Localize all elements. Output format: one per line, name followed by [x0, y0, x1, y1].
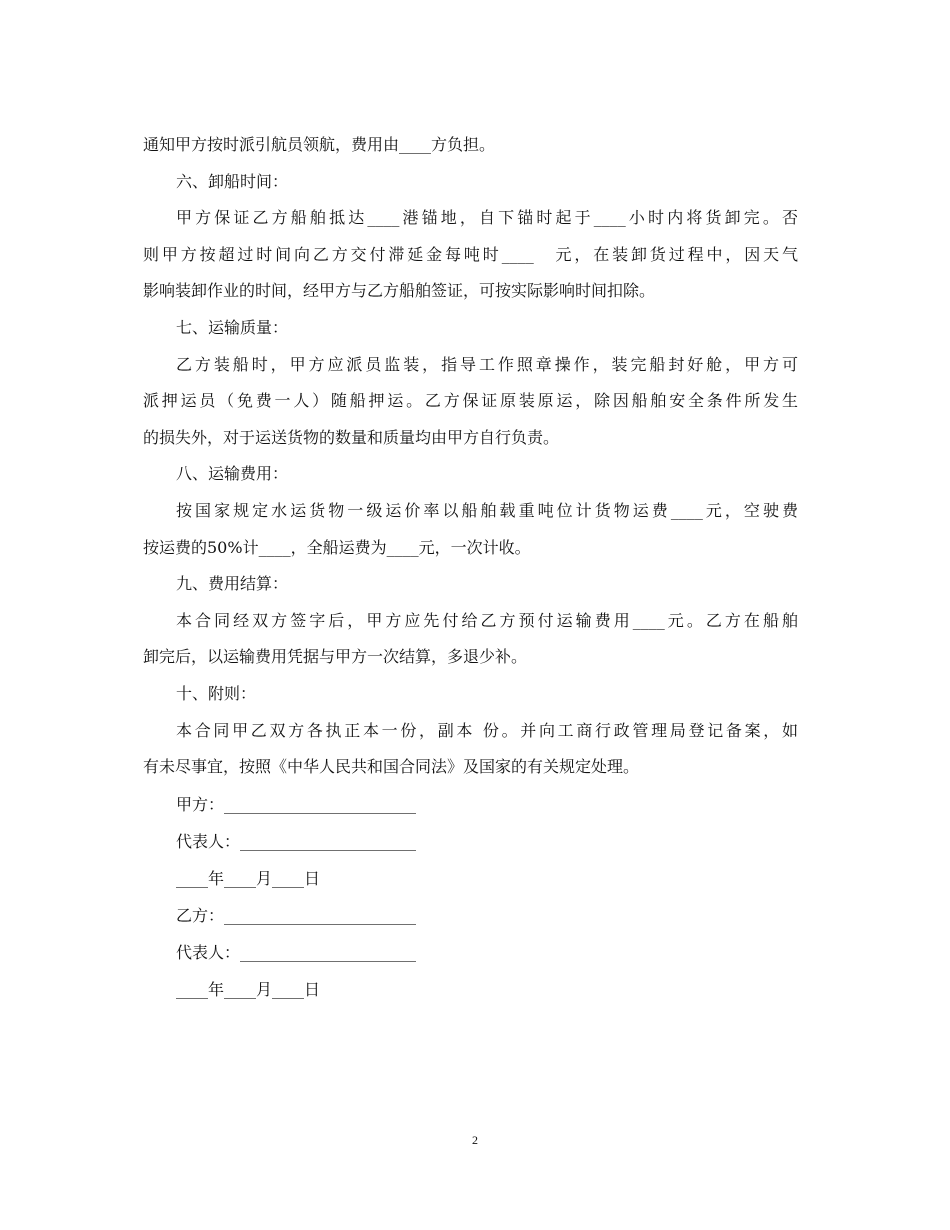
party-a-signature-line: 甲方：________________________ [176, 794, 417, 814]
text-line: 则甲方按超过时间向乙方交付滞延金每吨时____ 元，在装卸货过程中，因天气 [143, 244, 798, 264]
text-line: 有未尽事宜，按照《中华人民共和国合同法》及国家的有关规定处理。 [143, 757, 640, 777]
text-line: 影响装卸作业的时间，经甲方与乙方船舶签证，可按实际影响时间扣除。 [143, 281, 656, 301]
section-heading-transport-fees: 八、运输费用： [176, 464, 289, 484]
text-line: 本合同经双方签字后，甲方应先付给乙方预付运输费用____元。乙方在船舶 [176, 610, 798, 630]
party-a-representative-line: 代表人：______________________ [176, 831, 417, 851]
section-heading-fee-settlement: 九、费用结算： [176, 574, 289, 594]
text-line: 的损失外，对于运送货物的数量和质量均由甲方自行负责。 [143, 427, 560, 447]
page-number: 2 [472, 1133, 478, 1147]
text-line: 按国家规定水运货物一级运价率以船舶载重吨位计货物运费____元，空驶费 [176, 500, 798, 520]
text-line: 乙方装船时，甲方应派员监装，指导工作照章操作，装完船封好舱，甲方可 [176, 354, 798, 374]
text-line: 本合同甲乙双方各执正本一份，副本 份。并向工商行政管理局登记备案，如 [176, 720, 798, 740]
party-b-signature-line: 乙方：________________________ [176, 905, 417, 925]
section-heading-supplementary-provisions: 十、附则： [176, 683, 257, 703]
text-line: 卸完后，以运输费用凭据与甲方一次结算，多退少补。 [143, 647, 528, 667]
text-line: 甲方保证乙方船舶抵达____港锚地，自下锚时起于____小时内将货卸完。否 [176, 208, 798, 228]
section-heading-unloading-time: 六、卸船时间： [176, 171, 289, 191]
text-line: 派押运员（免费一人）随船押运。乙方保证原装原运，除因船舶安全条件所发生 [143, 391, 798, 411]
text-line: 按运费的50%计____，全船运费为____元，一次计收。 [143, 537, 531, 557]
section-heading-transport-quality: 七、运输质量： [176, 317, 289, 337]
text-line: 通知甲方按时派引航员领航，费用由____方负担。 [143, 135, 496, 154]
party-b-date-line: ____年____月____日 [176, 979, 321, 999]
party-b-representative-line: 代表人：______________________ [176, 942, 417, 962]
party-a-date-line: ____年____月____日 [176, 868, 321, 888]
signature-block [143, 786, 798, 1008]
document-body [143, 127, 798, 1008]
